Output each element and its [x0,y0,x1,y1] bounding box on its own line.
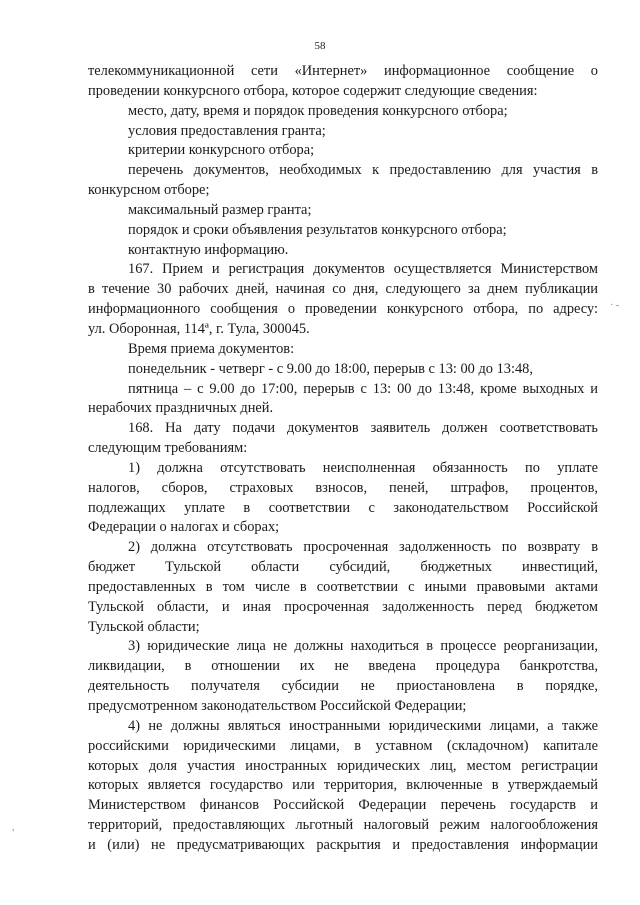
text-line: в течение 30 рабочих дней, начиная со дня, следующего за днем публикации [88,281,598,298]
text-line: 168. На дату подачи документов заявитель должен соответствовать [128,420,598,437]
text-line: конкурсном отборе; [88,182,210,199]
text-line: следующим требованиям: [88,440,248,457]
text-line: предусмотренном законодательством Российской Федерации; [88,698,467,714]
text-line: предоставленных в том числе в соответствии с иными правовыми актами [88,578,598,595]
text-line: телекоммуникационной сети «Интернет» информационное сообщение о [88,63,598,79]
text-line: информационного сообщения о проведении конкурсного отбора, по адресу: [88,301,598,318]
text-line: Время приема документов: [128,340,295,357]
text-line: проведении конкурсного отбора, которое содержит следующие сведения: [88,82,538,99]
text-line: условия предоставления гранта; [128,122,326,139]
text-line: ул. Оборонная, 114ª, г. Тула, 300045. [88,320,310,337]
text-line: 167. Прием и регистрация документов осуществляется Министерством [128,261,598,278]
text-line: и (или) не предусматривающих раскрытия и предоставления информации [88,836,598,853]
text-line: нерабочих праздничных дней. [88,400,274,417]
text-line: перечень документов, необходимых к предоставлению для участия в [128,162,598,179]
text-line: 4) не должны являться иностранными юридическими лицами, а также [128,717,598,734]
text-line: максимальный размер гранта; [128,201,312,218]
text-line: бюджет Тульской области субсидий, бюджетных инвестиций, [88,559,598,576]
text-line: территорий, предоставляющих льготный налоговый режим налогообложения [88,817,598,834]
text-line: Федерации о налогах и сборах; [88,519,280,536]
text-line: Министерством финансов Российской Федерации перечень государств и [88,797,598,814]
text-line: порядок и сроки объявления результатов конкурсного отбора; [128,221,507,238]
text-line: понедельник - четверг - с 9.00 до 18:00, перерыв с 13: 00 до 13:48, [128,360,533,377]
text-line: 3) юридические лица не должны находиться в процессе реорганизации, [128,638,598,655]
text-line: подлежащих уплате в соответствии с законодательством Российской [88,499,598,516]
text-line: Тульской области; [88,618,200,635]
scan-speck: · - [610,300,620,311]
text-line: деятельность получателя субсидии не приостановлена в порядке, [88,678,598,695]
document-body [88,62,598,856]
scan-speck: , [12,822,15,833]
text-line: пятница – с 9.00 до 17:00, перерыв с 13: 00 до 13:48, кроме выходных и [128,380,598,397]
text-line: 1) должна отсутствовать неисполненная обязанность по уплате [128,459,598,476]
text-line: которых доля участия иностранных юридических лиц, местом регистрации [88,757,598,774]
text-line: налогов, сборов, страховых взносов, пеней, штрафов, процентов, [88,479,598,496]
text-line: критерии конкурсного отбора; [128,142,315,159]
page-number: 58 [314,40,326,52]
text-line: ликвидации, в отношении их не введена процедура банкротства, [88,658,598,675]
text-line: место, дату, время и порядок проведения конкурсного отбора; [128,102,508,119]
text-line: российскими юридическими лицами, в уставном (складочном) капитале [88,737,598,754]
text-line: Тульской области, и иная просроченная задолженность перед бюджетом [88,598,598,615]
text-line: которых является государство или территория, включенные в утверждаемый [88,777,598,794]
text-line: 2) должна отсутствовать просроченная задолженность по возврату в [128,539,598,556]
text-line: контактную информацию. [128,241,289,258]
